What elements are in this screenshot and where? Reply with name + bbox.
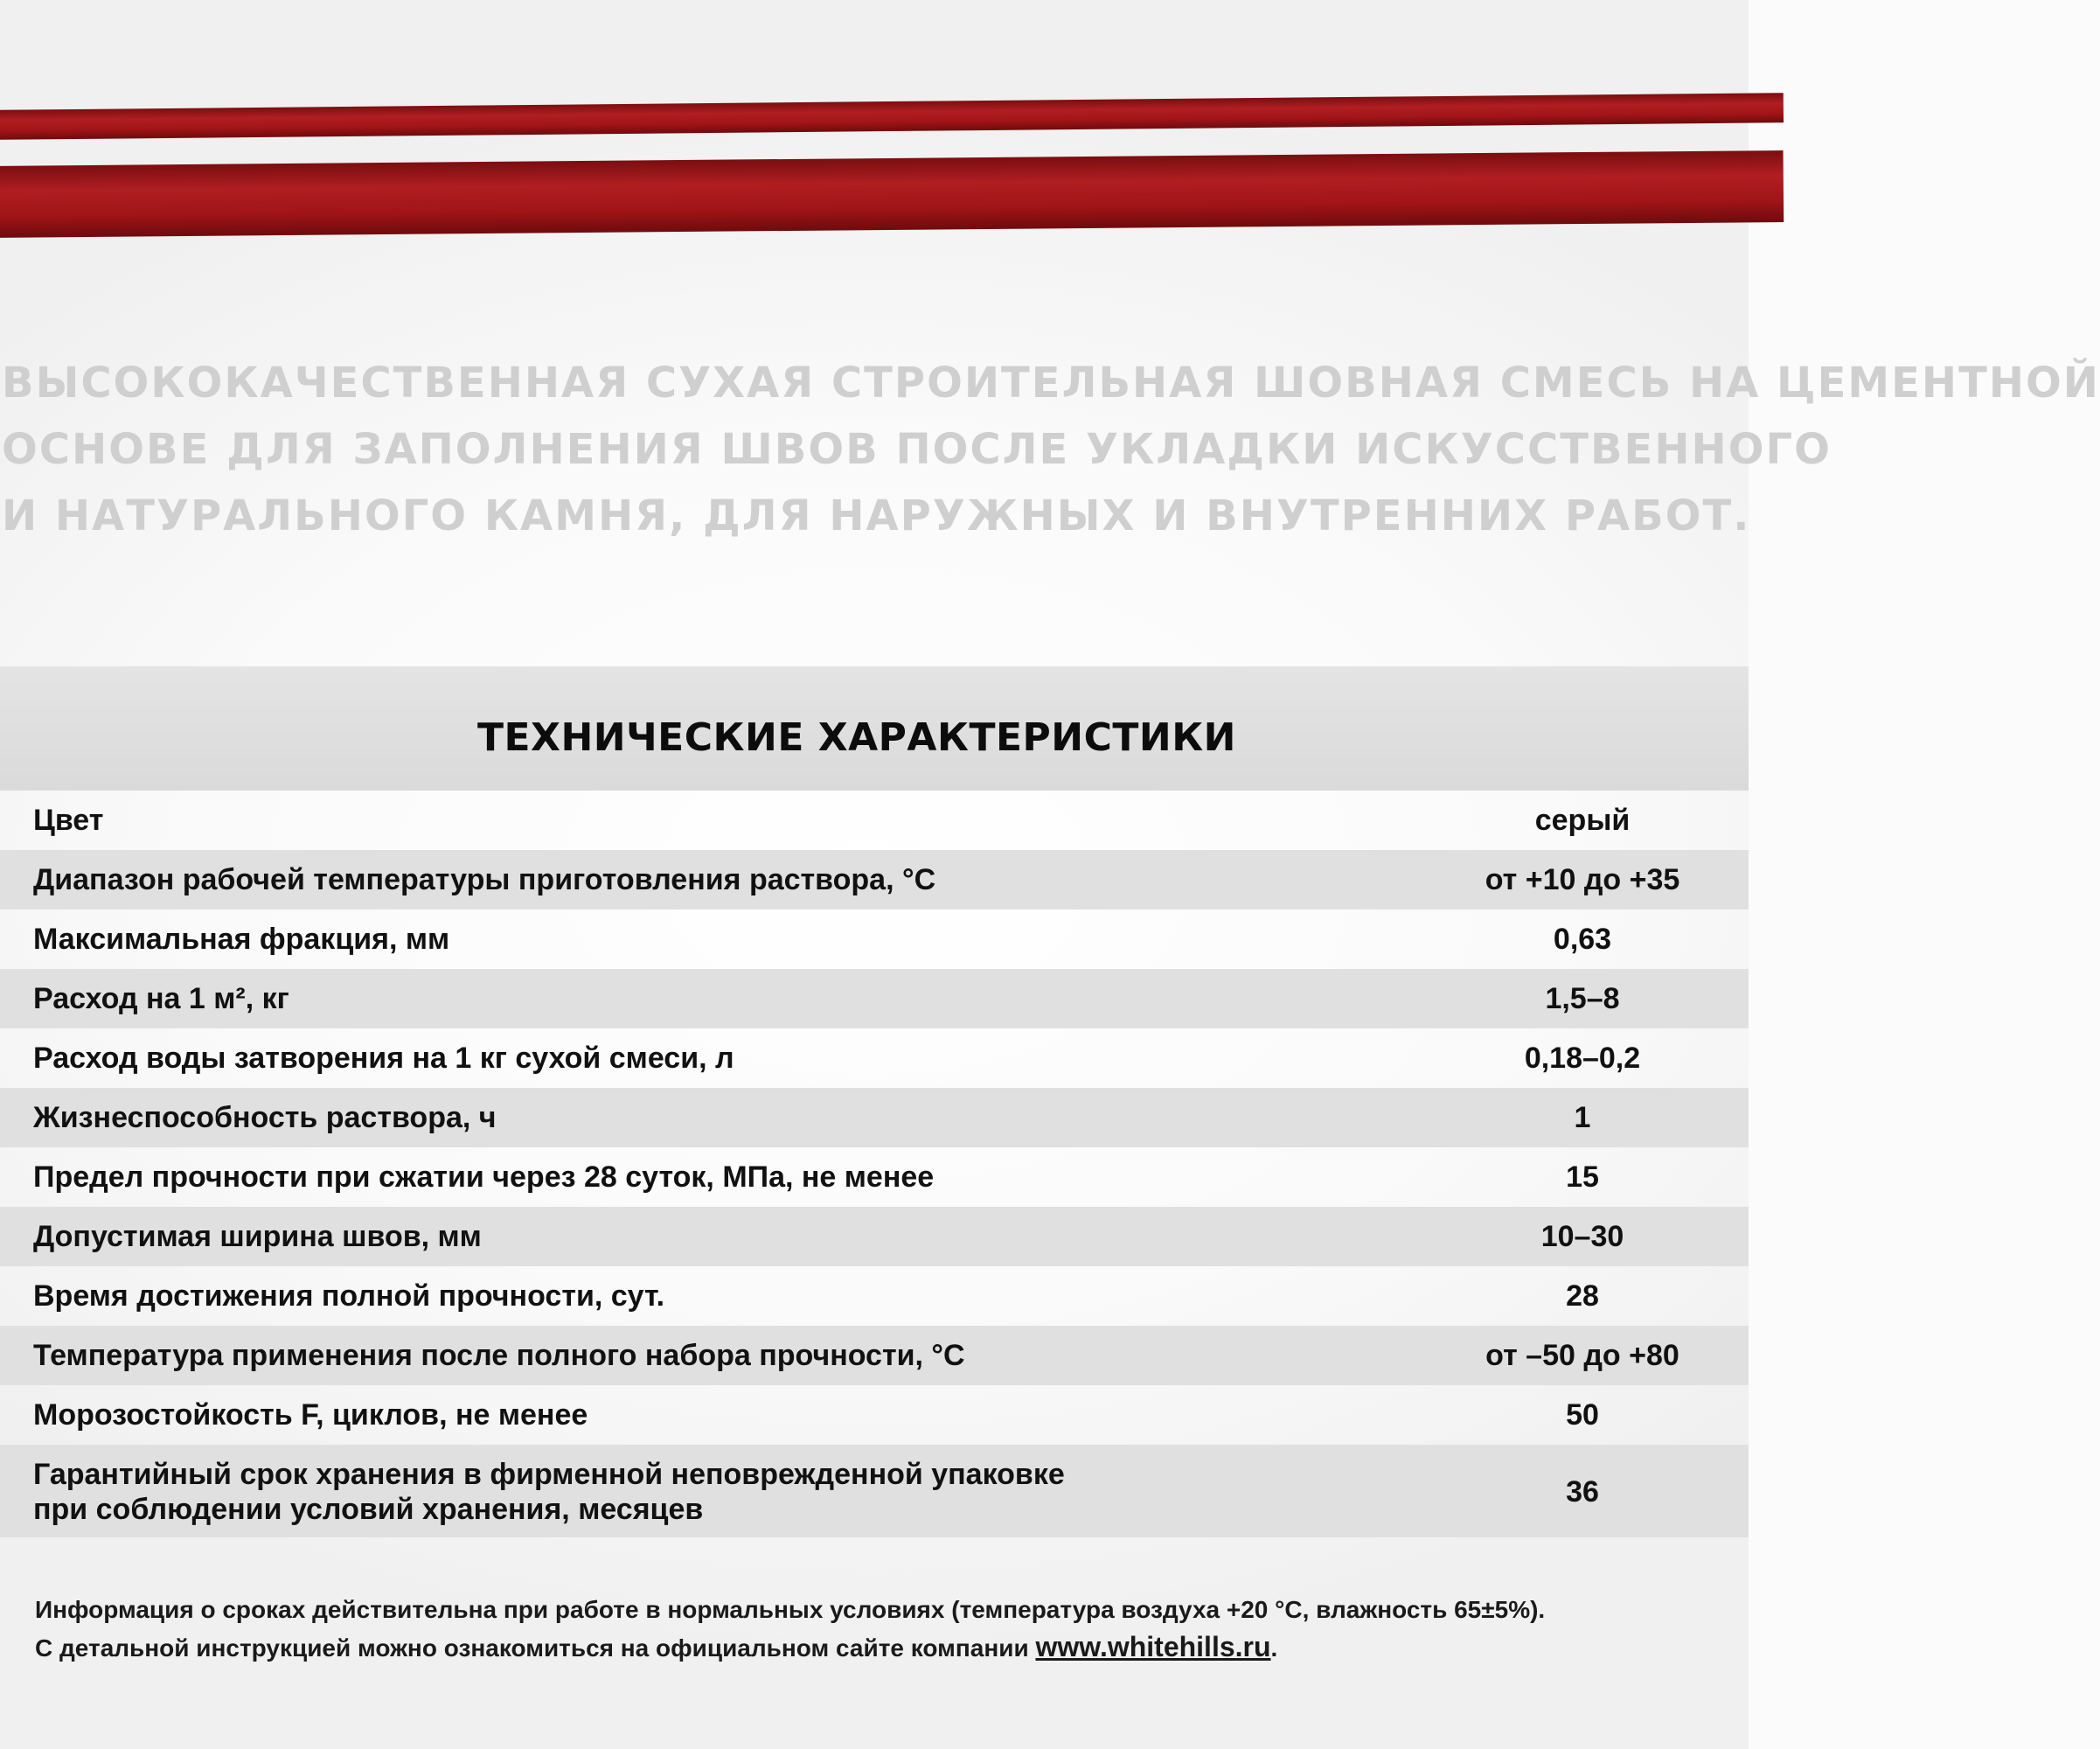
spec-row xyxy=(0,1088,1749,1147)
specifications-title: ТЕХНИЧЕСКИЕ ХАРАКТЕРИСТИКИ xyxy=(476,715,1236,760)
spec-value: серый xyxy=(1534,804,1631,837)
spec-value: 36 xyxy=(1566,1475,1599,1509)
footnote xyxy=(35,1592,1731,1667)
spec-label: Гарантийный срок хранения в фирменной неповрежденной упаковке при соблюдении условий хранения, месяцев xyxy=(33,1458,1065,1526)
spec-label: Расход на 1 м², кг xyxy=(33,982,289,1015)
spec-value: 1 xyxy=(1574,1101,1591,1134)
spec-value: 0,18–0,2 xyxy=(1524,1042,1641,1075)
spec-row xyxy=(0,1028,1749,1088)
spec-value: 15 xyxy=(1566,1160,1599,1194)
spec-row xyxy=(0,1445,1749,1537)
spec-row xyxy=(0,969,1749,1028)
spec-row xyxy=(0,1385,1749,1445)
spec-value: 0,63 xyxy=(1553,923,1612,956)
spec-label: Допустимая ширина швов, мм xyxy=(33,1220,482,1253)
spec-row xyxy=(0,1207,1749,1266)
spec-value: от +10 до +35 xyxy=(1485,863,1680,896)
specifications-rows xyxy=(0,791,1749,1537)
spec-row xyxy=(0,850,1749,909)
spec-row xyxy=(0,1326,1749,1385)
spec-label: Время достижения полной прочности, сут. xyxy=(33,1279,665,1313)
footnote-text: . xyxy=(1270,1634,1278,1662)
footnote-line xyxy=(35,1628,1731,1667)
spec-label: Морозостойкость F, циклов, не менее xyxy=(33,1398,588,1432)
spec-label: Предел прочности при сжатии через 28 суток, МПа, не менее xyxy=(33,1160,935,1194)
spec-value: от –50 до +80 xyxy=(1485,1339,1679,1372)
spec-label: Максимальная фракция, мм xyxy=(33,923,450,956)
spec-label: Диапазон рабочей температуры приготовления раствора, °С xyxy=(33,863,936,896)
spec-label: Цвет xyxy=(33,804,104,837)
spec-row xyxy=(0,791,1749,850)
spec-row xyxy=(0,1147,1749,1207)
spec-value: 50 xyxy=(1566,1398,1599,1432)
footnote-text: С детальной инструкцией можно ознакомиться на официальном сайте компании xyxy=(35,1634,1036,1662)
spec-row xyxy=(0,909,1749,969)
spec-label: Расход воды затворения на 1 кг сухой смеси, л xyxy=(33,1042,734,1075)
spec-value: 28 xyxy=(1566,1279,1599,1313)
website-link[interactable]: www.whitehills.ru xyxy=(1035,1631,1271,1662)
spec-row xyxy=(0,1266,1749,1326)
spec-label: Температура применения после полного набора прочности, °С xyxy=(33,1339,965,1372)
footnote-line: Информация о сроках действительна при работе в нормальных условиях (температура воздуха +20 °С, влажность 65±5%). xyxy=(35,1596,1546,1623)
spec-value: 1,5–8 xyxy=(1545,982,1620,1015)
spec-value: 10–30 xyxy=(1540,1220,1624,1253)
description-line: И НАТУРАЛЬНОГО КАМНЯ, ДЛЯ НАРУЖНЫХ И ВНУТРЕННИХ РАБОТ. xyxy=(2,491,1751,540)
description-line: ОСНОВЕ ДЛЯ ЗАПОЛНЕНИЯ ШВОВ ПОСЛЕ УКЛАДКИ ИСКУССТВЕННОГО xyxy=(2,425,1832,474)
spec-label: Жизнеспособность раствора, ч xyxy=(33,1101,497,1134)
product-description xyxy=(0,350,2100,549)
description-line: ВЫСОКОКАЧЕСТВЕННАЯ СУХАЯ СТРОИТЕЛЬНАЯ ШОВНАЯ СМЕСЬ НА ЦЕМЕНТНОЙ xyxy=(2,359,2100,408)
specifications-table xyxy=(0,666,1749,1541)
